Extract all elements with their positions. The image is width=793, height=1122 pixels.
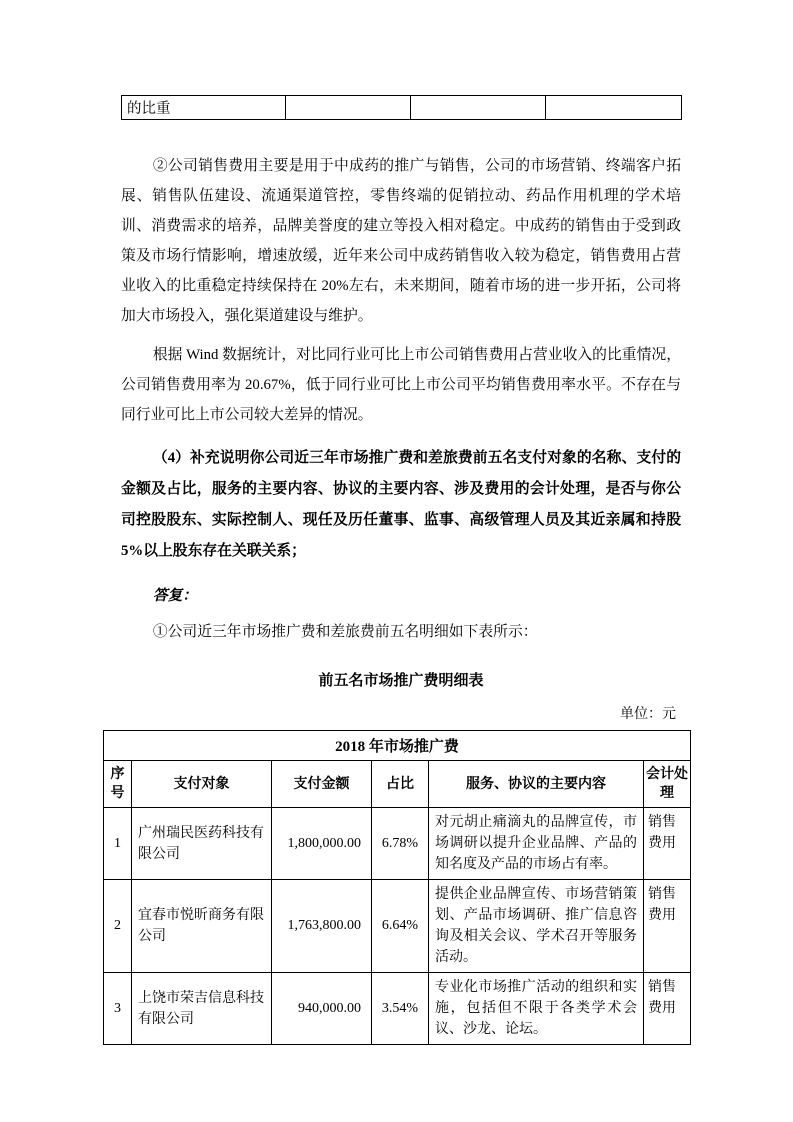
paragraph-wind-statistics: 根据 Wind 数据统计，对比同行业可比上市公司销售费用占营业收入的比重情况，公司销售费用率为 20.67%，低于同行业可比上市公司平均销售费用率水平。不存在与同行业可比上市公司较大差异的情况。 <box>121 347 681 423</box>
table-cell: 2 <box>104 880 132 973</box>
table-unit-label: 单位：元 <box>620 707 676 722</box>
column-header-ratio: 占比 <box>372 761 429 808</box>
table-cell: 6.78% <box>372 808 429 880</box>
table-year-header: 2018 年市场推广费 <box>104 731 691 761</box>
table-cell: 6.64% <box>372 880 429 973</box>
table-cell: 提供企业品牌宣传、市场营销策划、产品市场调研、推广信息咨询及相关会议、学术召开等服务活动。 <box>429 880 644 973</box>
table-row <box>104 973 691 1045</box>
table-cell: 1,800,000.00 <box>272 808 372 880</box>
promo-table-body <box>104 808 691 1045</box>
table-cell: 1,763,800.00 <box>272 880 372 973</box>
table-span-header-row <box>104 731 691 761</box>
table-cell: 销售费用 <box>644 808 691 880</box>
table-cell: 广州瑞民医药科技有限公司 <box>132 808 272 880</box>
table-cell: 专业化市场推广活动的组织和实施，包括但不限于各类学术会议、沙龙、论坛。 <box>429 973 644 1045</box>
paragraph-answer-intro: ①公司近三年市场推广费和差旅费前五名明细如下表所示： <box>152 624 538 640</box>
table-cell: 对元胡止痛滴丸的品牌宣传，市场调研以提升企业品牌、产品的知名度及产品的市场占有率。 <box>429 808 644 880</box>
table-cell <box>546 96 682 120</box>
table-cell: 的比重 <box>122 96 286 120</box>
column-header-seq: 序号 <box>104 761 132 808</box>
column-header-payee: 支付对象 <box>132 761 272 808</box>
reply-label: 答复： <box>152 588 198 604</box>
column-header-amount: 支付金额 <box>272 761 372 808</box>
table-row <box>122 96 682 120</box>
table-cell: 宜春市悦昕商务有限公司 <box>132 880 272 973</box>
table-cell <box>411 96 546 120</box>
paragraph-sales-expense: ②公司销售费用主要是用于中成药的推广与销售，公司的市场营销、终端客户拓展、销售队伍建设、流通渠道管控，零售终端的促销拉动、药品作用机理的学术培训、消费需求的培养，品牌美誉度的建立等投入相对稳定。中成药的销售由于受到政策及市场行情影响，增速放缓，近年来公司中成药销售收入较为稳定，销售费用占营业收入的比重稳定持续保持在 20%左右，未来期间，随着市场的进一步开拓，公司将加大市场投入，强化渠道建设与维护。 <box>121 158 681 324</box>
table-header-row <box>104 761 691 808</box>
table-cell: 销售费用 <box>644 973 691 1045</box>
table-cell: 940,000.00 <box>272 973 372 1045</box>
table-cell: 销售费用 <box>644 880 691 973</box>
table-cell <box>286 96 411 120</box>
column-header-accounting: 会计处理 <box>644 761 691 808</box>
table-cell: 1 <box>104 808 132 880</box>
promotion-fee-table <box>103 730 691 1045</box>
table-cell: 3 <box>104 973 132 1045</box>
table-row <box>104 808 691 880</box>
paragraph-question-4: （4）补充说明你公司近三年市场推广费和差旅费前五名支付对象的名称、支付的金额及占比，服务的主要内容、协议的主要内容、涉及费用的会计处理，是否与你公司控股股东、实际控制人、现任及历任董事、监事、高级管理人员及其近亲属和持股 5%以上股东存在关联关系； <box>121 450 681 559</box>
column-header-service: 服务、协议的主要内容 <box>429 761 644 808</box>
table-title: 前五名市场推广费明细表 <box>318 673 484 689</box>
table-cell: 3.54% <box>372 973 429 1045</box>
table-cell: 上饶市荣吉信息科技有限公司 <box>132 973 272 1045</box>
carryover-table <box>121 95 682 120</box>
table-row <box>104 880 691 973</box>
